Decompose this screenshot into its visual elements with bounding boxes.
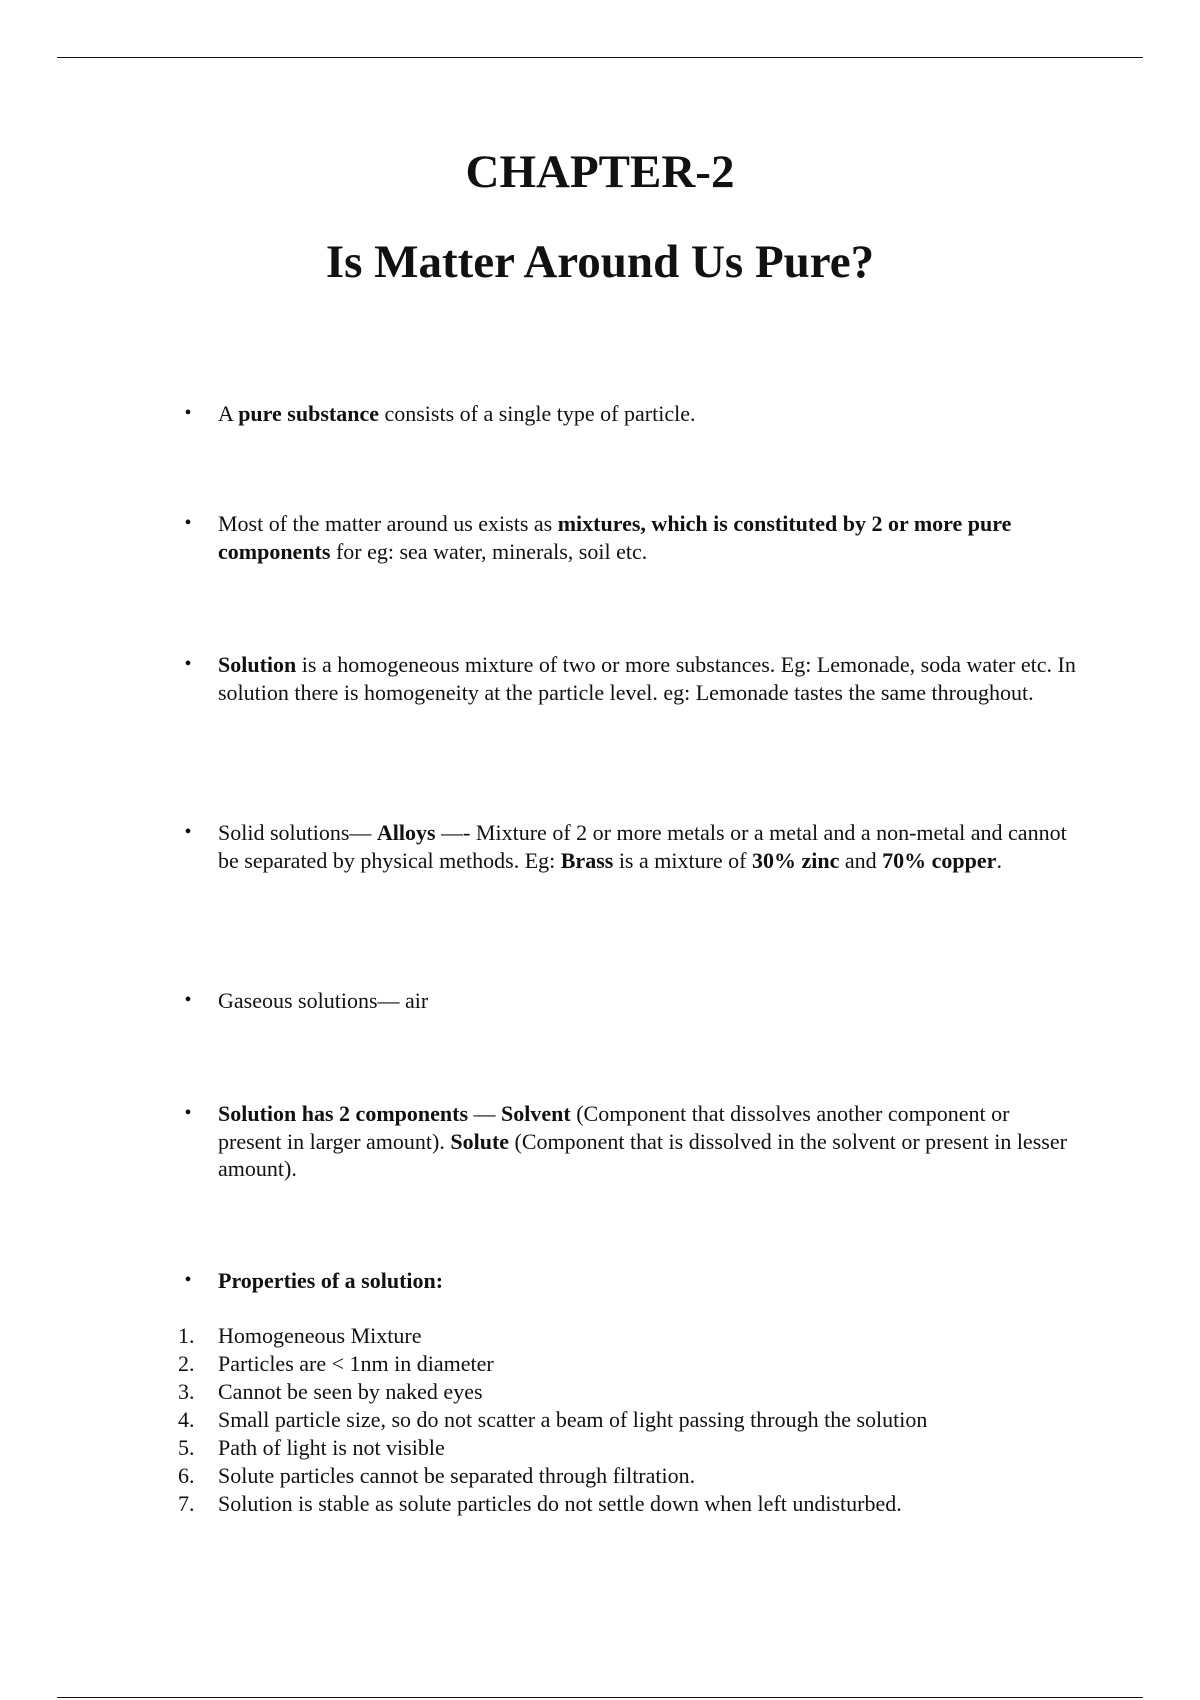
bullet-text: Properties of a solution: (218, 1268, 444, 1293)
list-item-text: Homogeneous Mixture (218, 1323, 422, 1348)
list-item-text: Path of light is not visible (218, 1435, 445, 1460)
list-number: 7. (178, 1491, 195, 1516)
bullet-text: Most of the matter around us exists as mixtures, which is constituted by 2 or more pure components for eg: sea water, minerals, soil etc. (218, 511, 1012, 564)
list-number: 6. (178, 1463, 195, 1488)
list-item-text: Solution is stable as solute particles do not settle down when left undisturbed. (218, 1491, 902, 1516)
bullet-icon: • (184, 402, 192, 424)
chapter-title: Is Matter Around Us Pure? (325, 236, 875, 288)
bottom-rule (57, 1697, 1143, 1698)
list-item-text: Solute particles cannot be separated through filtration. (218, 1463, 696, 1488)
list-item (178, 1462, 1078, 1490)
bullet-item-properties-heading (178, 1267, 1078, 1295)
list-item (178, 1490, 1078, 1518)
bullet-item-mixtures (178, 510, 1078, 565)
bullet-item-components (178, 1100, 1078, 1183)
bullet-icon: • (184, 1269, 192, 1291)
bullet-item-solid-solutions (178, 819, 1078, 874)
chapter-heading: CHAPTER-2 (465, 146, 735, 198)
bullet-text: Solution is a homogeneous mixture of two or more substances. Eg: Lemonade, soda water etc. In solution there is homogeneity at the particle level. eg: Lemonade tastes the same throughout. (218, 652, 1076, 705)
bullet-text: Gaseous solutions— air (218, 988, 429, 1013)
bullet-item-gaseous-solutions (178, 987, 1078, 1015)
list-item-text: Cannot be seen by naked eyes (218, 1379, 483, 1404)
list-item (178, 1350, 1078, 1378)
list-item-text: Particles are < 1nm in diameter (218, 1351, 494, 1376)
bullet-item-solution (178, 651, 1078, 706)
list-item (178, 1406, 1078, 1434)
bullet-icon: • (184, 653, 192, 675)
list-number: 5. (178, 1435, 195, 1460)
list-item (178, 1378, 1078, 1406)
bullet-text: Solid solutions— Alloys —- Mixture of 2 or more metals or a metal and a non-metal and cannot be separated by physical methods. Eg: Brass is a mixture of 30% zinc and 70% copper. (218, 820, 1067, 873)
bullet-item-pure-substance (178, 400, 1078, 428)
bullet-icon: • (184, 989, 192, 1011)
list-number: 1. (178, 1323, 195, 1348)
bullet-icon: • (184, 821, 192, 843)
properties-list (178, 1322, 1078, 1518)
bullet-icon: • (184, 512, 192, 534)
list-number: 2. (178, 1351, 195, 1376)
bullet-icon: • (184, 1102, 192, 1124)
list-item (178, 1434, 1078, 1462)
list-number: 4. (178, 1407, 195, 1432)
bullet-text: Solution has 2 components — Solvent (Component that dissolves another component or present in larger amount). Solute (Component that is dissolved in the solvent or present in lesser amount). (218, 1101, 1067, 1181)
list-item-text: Small particle size, so do not scatter a beam of light passing through the solution (218, 1407, 928, 1432)
list-item (178, 1322, 1078, 1350)
list-number: 3. (178, 1379, 195, 1404)
bullet-text: A pure substance consists of a single type of particle. (218, 401, 696, 426)
top-rule (57, 57, 1143, 58)
